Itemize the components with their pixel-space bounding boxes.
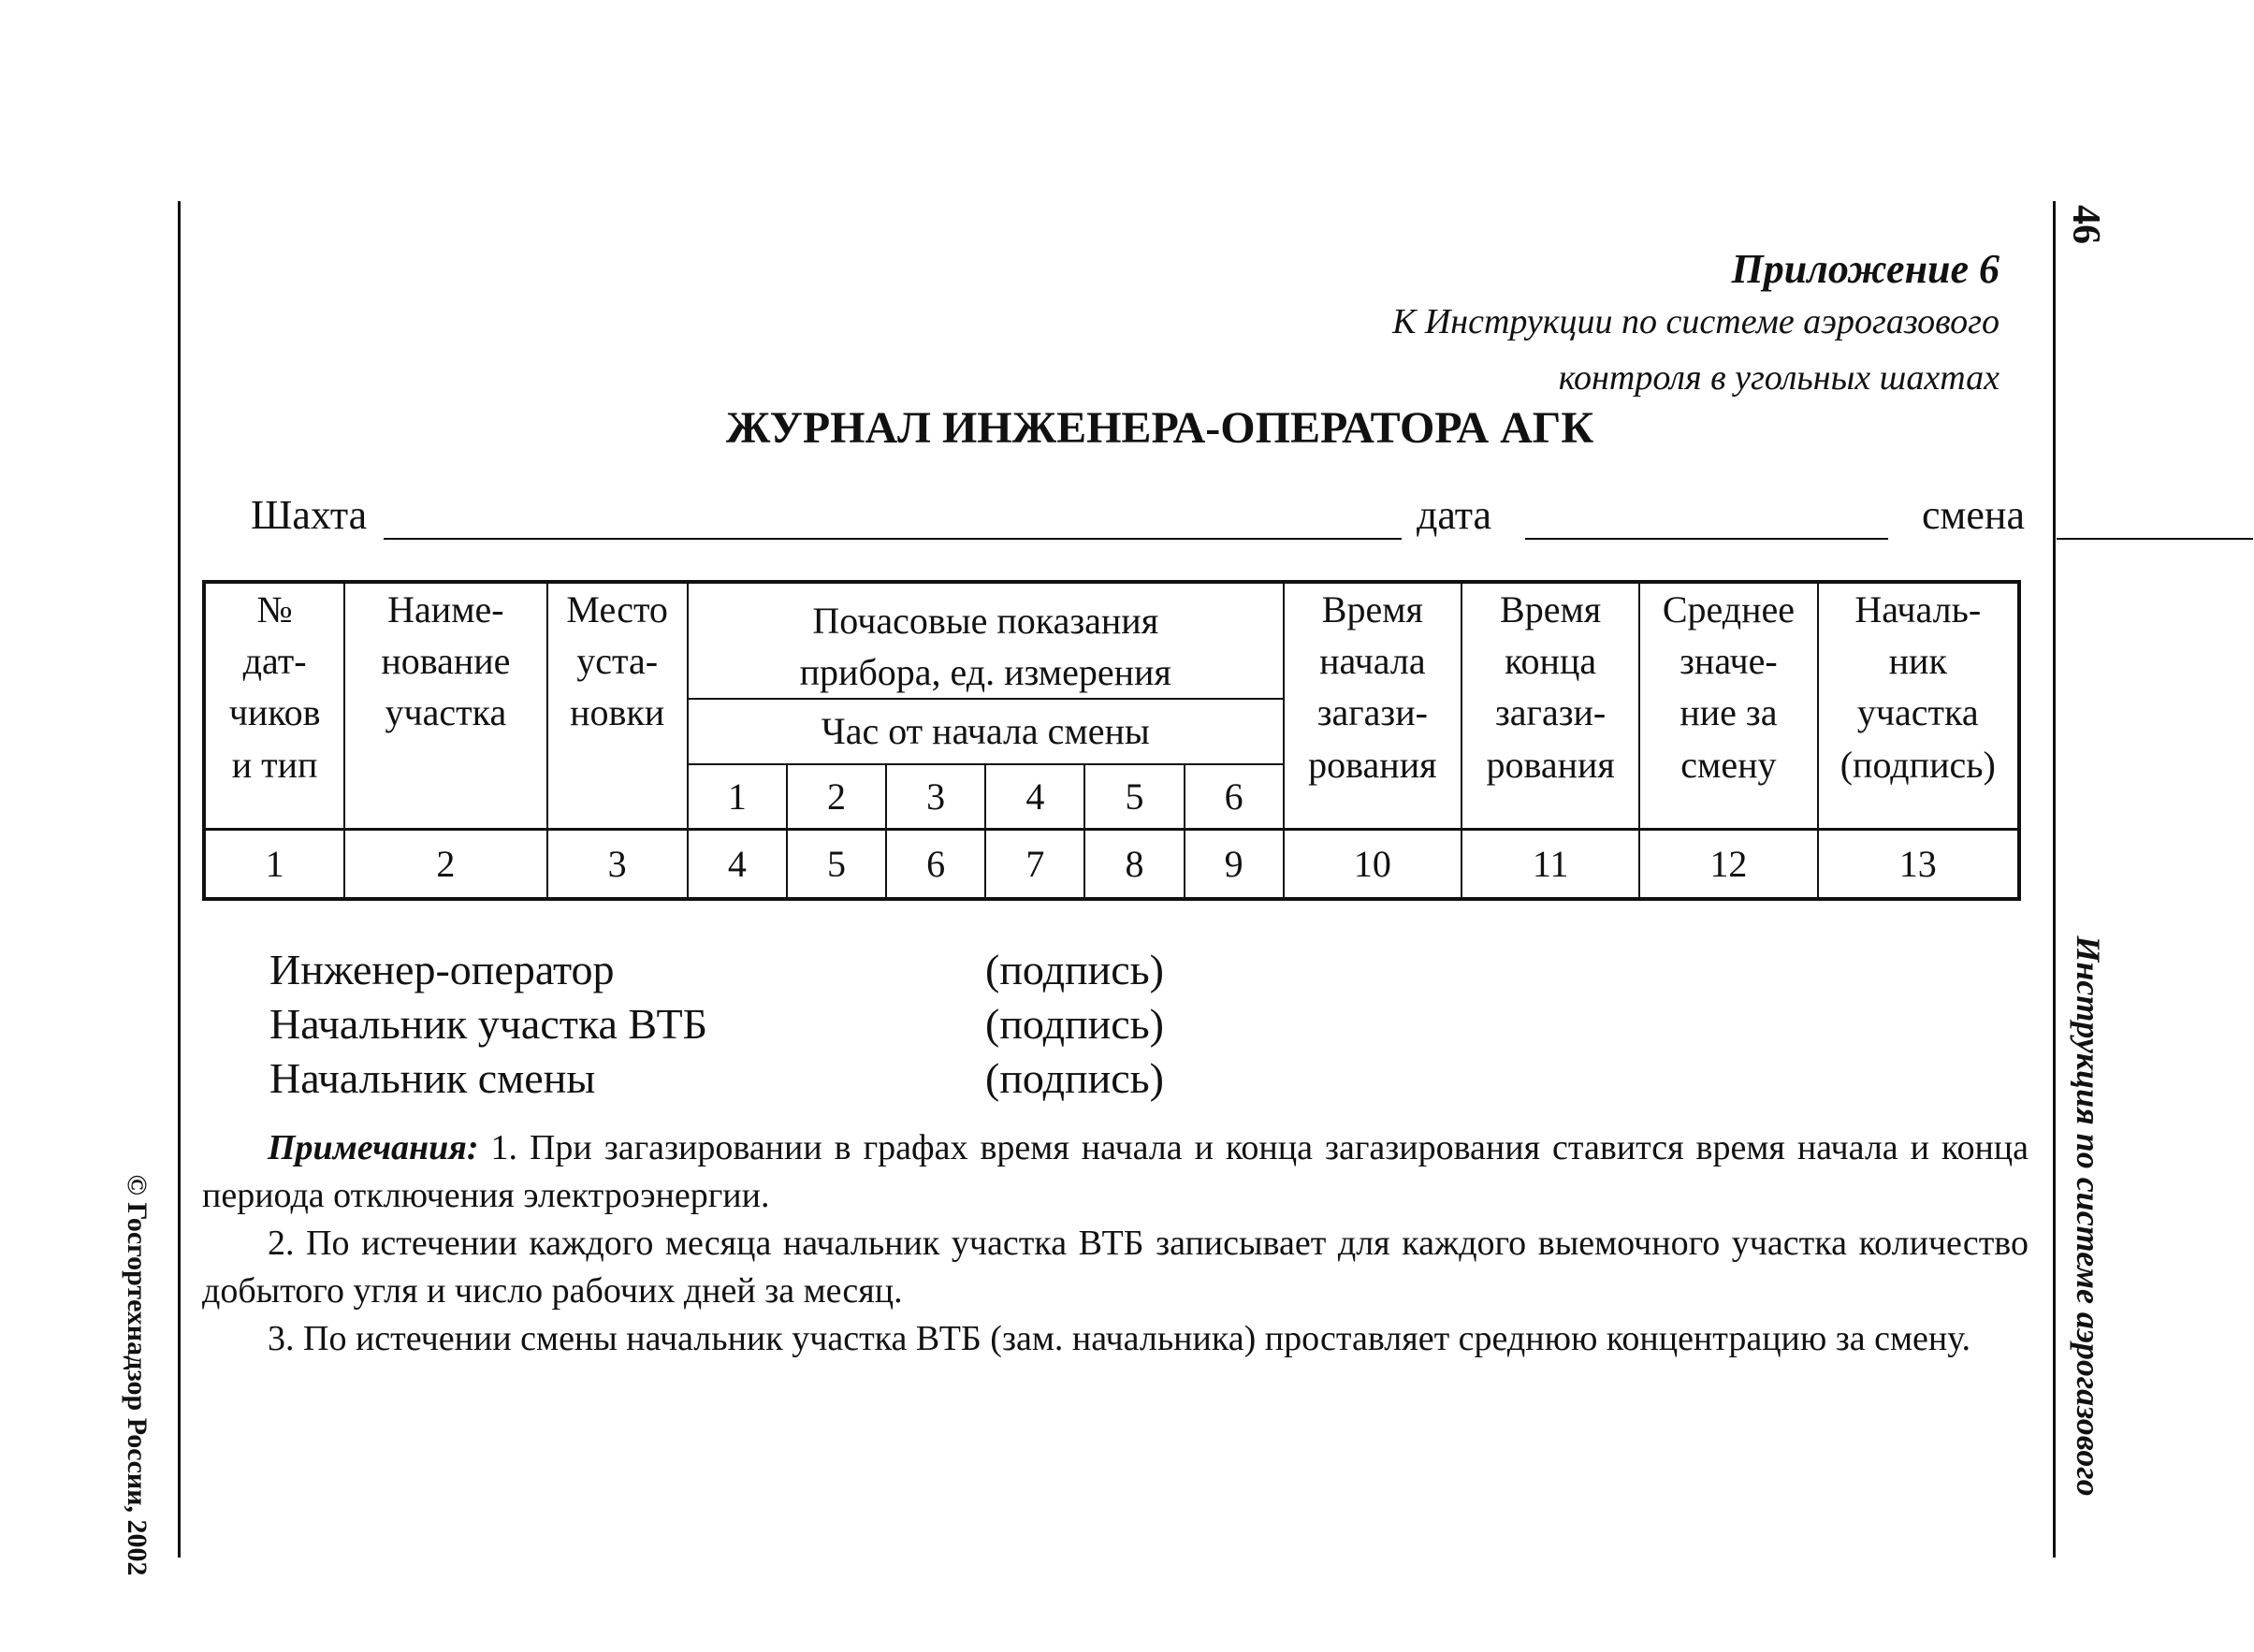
shift-blank[interactable] bbox=[2057, 538, 2253, 540]
header-gas-start: Время начала загази- рования bbox=[1284, 582, 1461, 829]
signature-placeholder: (подпись) bbox=[985, 946, 1164, 993]
journal-title: ЖУРНАЛ ИНЖЕНЕРА-ОПЕРАТОРА АГК bbox=[725, 403, 1594, 453]
appendix-title: Приложение 6 bbox=[1731, 246, 2000, 292]
notes-label: Примечания: bbox=[268, 1128, 479, 1167]
date-blank[interactable] bbox=[1525, 538, 1888, 540]
appendix-subtitle-line2: контроля в угольных шахтах bbox=[1558, 358, 2000, 398]
hour-cell: 6 bbox=[1185, 764, 1284, 830]
column-number: 4 bbox=[688, 829, 787, 899]
column-number: 13 bbox=[1818, 829, 2019, 899]
signature-role: Инженер-оператор bbox=[269, 946, 615, 993]
signature-role: Начальник участка ВТБ bbox=[269, 1000, 707, 1048]
journal-table bbox=[202, 580, 2021, 901]
note-3: 3. По истечении смены начальник участка ВТБ (зам. начальника) проставляет среднюю концентрацию за смену. bbox=[268, 1319, 1970, 1358]
notes bbox=[202, 1124, 2029, 1363]
signature-role: Начальник смены bbox=[269, 1054, 596, 1102]
appendix-subtitle-line1: К Инструкции по системе аэрогазового bbox=[1392, 302, 2000, 341]
header-sensors: № дат- чиков и тип bbox=[204, 582, 344, 829]
running-header: Инструкция по системе аэрогазового bbox=[2070, 935, 2107, 1497]
signature-row bbox=[269, 997, 1164, 1051]
page-number: 46 bbox=[2064, 205, 2107, 244]
mine-label: Шахта bbox=[251, 492, 368, 538]
header-shift-average: Среднее значе- ние за смену bbox=[1639, 582, 1817, 829]
column-number: 2 bbox=[344, 829, 546, 899]
note-2: 2. По истечении каждого месяца начальник участка ВТБ записывает для каждого выемочного участка количество добытого угля и число рабочих дней за месяц. bbox=[202, 1224, 2029, 1311]
signature-row bbox=[269, 1051, 1164, 1106]
column-number: 1 bbox=[204, 829, 344, 899]
shift-label: смена bbox=[1922, 492, 2025, 538]
copyright-note: © Госгортехнадзор России, 2002 bbox=[122, 1174, 153, 1576]
column-number: 6 bbox=[886, 829, 985, 899]
signature-placeholder: (подпись) bbox=[985, 1000, 1164, 1048]
hour-cell: 1 bbox=[688, 764, 787, 830]
hour-cell: 4 bbox=[985, 764, 1084, 830]
header-hour-from-start: Час от начала смены bbox=[688, 699, 1284, 763]
header-gas-end: Время конца загази- рования bbox=[1461, 582, 1639, 829]
hour-cell: 3 bbox=[886, 764, 985, 830]
header-section-head: Началь- ник участка (подпись) bbox=[1818, 582, 2019, 829]
hour-cell: 5 bbox=[1084, 764, 1184, 830]
signature-placeholder: (подпись) bbox=[985, 1054, 1164, 1102]
column-number-row bbox=[204, 829, 2019, 899]
column-number: 7 bbox=[985, 829, 1084, 899]
column-number: 11 bbox=[1461, 829, 1639, 899]
column-number: 12 bbox=[1639, 829, 1817, 899]
mine-blank[interactable] bbox=[384, 538, 1402, 540]
column-number: 9 bbox=[1185, 829, 1284, 899]
column-number: 10 bbox=[1284, 829, 1461, 899]
note-1 bbox=[202, 1124, 2029, 1220]
date-label: дата bbox=[1417, 492, 1492, 538]
signature-block bbox=[269, 943, 1164, 1106]
column-number: 8 bbox=[1084, 829, 1184, 899]
note-1-text: 1. При загазировании в графах время начала и конца загазирования ставится время начала и конца периода отключения электроэнергии. bbox=[202, 1128, 2029, 1215]
column-number: 3 bbox=[547, 829, 688, 899]
header-section-name: Наиме- нование участка bbox=[344, 582, 546, 829]
hour-cell: 2 bbox=[787, 764, 886, 830]
signature-row bbox=[269, 943, 1164, 997]
header-install-place: Место уста- новки bbox=[547, 582, 688, 829]
header-hourly-readings: Почасовые показания прибора, ед. измерения bbox=[688, 582, 1284, 699]
column-number: 5 bbox=[787, 829, 886, 899]
